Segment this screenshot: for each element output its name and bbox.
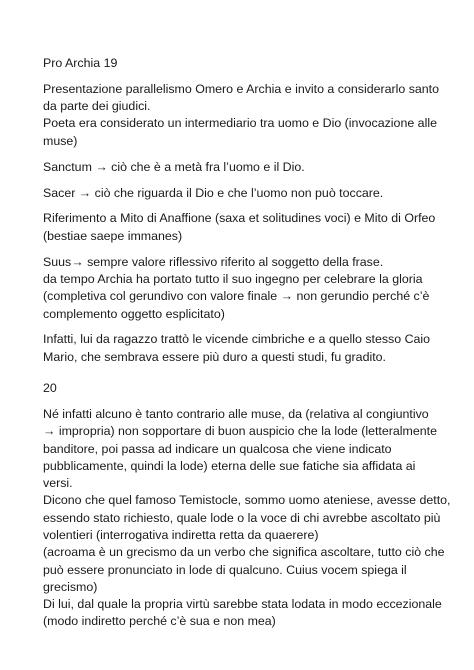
text-line: Sacer → ciò che riguarda il Dio e che l’uomo non può toccare. — [43, 185, 384, 200]
paragraph-sacer — [43, 185, 454, 202]
text-line: Dicono che quel famoso Temistocle, sommo uomo ateniese, avesse detto, — [43, 493, 451, 508]
text-line: Sanctum → ciò che è a metà fra l’uomo e il Dio. — [43, 159, 305, 174]
text-line: può essere pronunciato in lode di qualcuno. Cuius vocem spiega il — [43, 562, 407, 577]
text-line: (completiva col gerundivo con valore finale → non gerundio perché c’è — [43, 289, 430, 304]
section-19 — [43, 81, 454, 366]
section-20 — [43, 406, 454, 631]
text-line: volentieri (interrogativa indiretta retta da quaerere) — [43, 527, 319, 542]
paragraph-omero-archia — [43, 81, 454, 150]
text-line: → impropria) non sopportare di buon auspicio che la lode (letteralmente — [43, 424, 437, 439]
paragraph-suus — [43, 254, 454, 323]
text-line: Di lui, dal quale la propria virtù sarebbe stata lodata in modo eccezionale — [43, 597, 442, 612]
text-line: da parte dei giudici. — [43, 99, 151, 114]
text-line: pubblicamente, quindi la lode) eterna delle sue fatiche sia affidata ai — [43, 458, 416, 473]
section-number-heading — [43, 380, 454, 397]
title-line: Pro Archia 19 — [43, 56, 118, 70]
text-line: Suus→ sempre valore riflessivo riferito al soggetto della frase. — [43, 254, 384, 269]
text-line: Presentazione parallelismo Omero e Archia e invito a considerarlo santo — [43, 81, 440, 96]
text-line: versi. — [43, 476, 73, 491]
text-line: (acroama è un grecismo da un verbo che significa ascoltare, tutto ciò che — [43, 545, 445, 560]
text-line: Poeta era considerato un intermediario tra uomo e Dio (invocazione alle — [43, 116, 437, 131]
paragraph-ne-infatti — [43, 406, 454, 631]
text-line: (modo indiretto perché c’è sua e non mea) — [43, 614, 276, 629]
section-number: 20 — [43, 381, 57, 396]
text-line: Mario, che sembrava essere più duro a questi studi, fu gradito. — [43, 349, 386, 364]
text-line: muse) — [43, 133, 78, 148]
text-line: Né infatti alcuno è tanto contrario alle muse, da (relativa al congiuntivo — [43, 406, 429, 421]
text-line: (bestiae saepe immanes) — [43, 228, 183, 243]
text-line: complemento oggetto esplicitato) — [43, 306, 225, 321]
text-line: Riferimento a Mito di Anaffione (saxa et solitudines voci) e Mito di Orfeo — [43, 211, 436, 226]
paragraph-riferimento-miti — [43, 210, 454, 245]
text-line: banditore, poi passa ad indicare un qualcosa che viene indicato — [43, 441, 392, 456]
paragraph-infatti — [43, 331, 454, 366]
text-line: grecismo) — [43, 579, 98, 594]
text-line: da tempo Archia ha portato tutto il suo ingegno per celebrare la gloria — [43, 271, 423, 286]
paragraph-sanctum — [43, 159, 454, 176]
text-line: Infatti, lui da ragazzo trattò le vicende cimbriche e a quello stesso Caio — [43, 332, 431, 347]
text-line: essendo stato richiesto, quale lode o la voce di chi avrebbe ascoltato più — [43, 510, 441, 525]
document-title — [43, 55, 454, 72]
